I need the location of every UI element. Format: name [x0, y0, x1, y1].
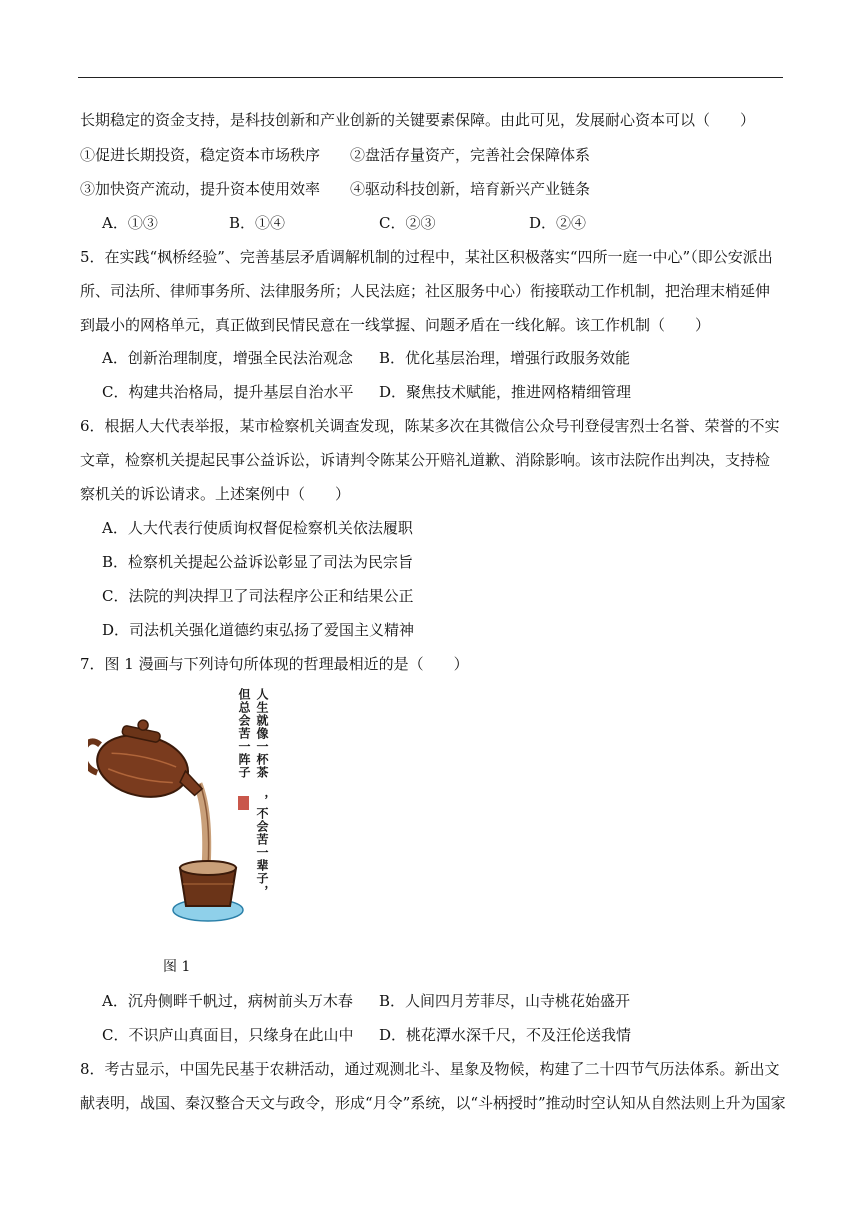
q4-stem-tail: 长期稳定的资金支持，是科技创新和产业创新的关键要素保障。由此可见，发展耐心资本可以（ ） [80, 111, 756, 129]
q5-stem-3: 到最小的网格单元，真正做到民情民意在一线掌握、问题矛盾在一线化解。该工作机制（ ） [80, 316, 711, 334]
q4-option-b[interactable]: B．①④ [229, 214, 286, 232]
q4-statement-3-4: ③加快资产流动，提升资本使用效率 ④驱动科技创新，培育新兴产业链条 [80, 180, 591, 198]
cartoon-caption-col-2: 但总会苦一阵子 [237, 688, 251, 779]
q4-statement-1-2: ①促进长期投资，稳定资本市场秩序 ②盘活存量资产，完善社会保障体系 [80, 146, 591, 164]
q4-option-c[interactable]: C．②③ [379, 214, 436, 232]
q6-stem-1: 6．根据人大代表举报，某市检察机关调查发现，陈某多次在其微信公众号刊登侵害烈士名誉、荣誉的不实 [80, 417, 780, 435]
q6-option-b[interactable]: B．检察机关提起公益诉讼彰显了司法为民宗旨 [102, 553, 414, 571]
tea-surface [180, 861, 236, 875]
q4-option-d[interactable]: D．②④ [529, 214, 587, 232]
q6-stem-2: 文章，检察机关提起民事公益诉讼，诉请判令陈某公开赔礼道歉、消除影响。该市法院作出判决，支持检 [80, 451, 771, 469]
q6-option-d[interactable]: D．司法机关强化道德约束弘扬了爱国主义精神 [102, 621, 415, 639]
header-rule [78, 77, 783, 78]
cartoon-caption-col-1: 人生就像一杯茶 [255, 688, 269, 779]
q7-stem: 7．图 1 漫画与下列诗句所体现的哲理最相近的是（ ） [80, 655, 469, 673]
q6-option-a[interactable]: A．人大代表行使质询权督促检察机关依法履职 [102, 519, 413, 537]
seal-stamp [238, 796, 249, 810]
q5-option-a[interactable]: A．创新治理制度，增强全民法治观念 [102, 349, 353, 367]
q5-option-d[interactable]: D．聚焦技术赋能，推进网格精细管理 [379, 383, 632, 401]
q7-option-d[interactable]: D．桃花潭水深千尺，不及汪伦送我情 [379, 1026, 632, 1044]
q7-option-a[interactable]: A．沉舟侧畔千帆过，病树前头万木春 [102, 992, 353, 1010]
tea-stream [198, 784, 207, 869]
q6-stem-3: 察机关的诉讼请求。上述案例中（ ） [80, 485, 351, 503]
q7-option-c[interactable]: C．不识庐山真面目，只缘身在此山中 [102, 1026, 354, 1044]
q5-option-b[interactable]: B．优化基层治理，增强行政服务效能 [379, 349, 631, 367]
q4-option-a[interactable]: A．①③ [102, 214, 158, 232]
q7-option-b[interactable]: B．人间四月芳菲尽，山寺桃花始盛开 [379, 992, 631, 1010]
q5-stem-1: 5．在实践“枫桥经验”、完善基层矛盾调解机制的过程中，某社区积极落实“四所一庭一中心”（即公安派出 [80, 248, 773, 266]
cartoon-caption-col-1b: ，不会苦一辈子， [255, 794, 269, 898]
q5-stem-2: 所、司法所、律师事务所、法律服务所；人民法庭；社区服务中心）衔接联动工作机制，把治理末梢延伸 [80, 282, 771, 300]
q8-stem-2: 献表明，战国、秦汉整合天文与政令，形成“月令”系统，以“斗柄授时”推动时空认知从自然法则上升为国家 [80, 1094, 786, 1112]
figure-caption: 图 1 [163, 959, 191, 975]
q8-stem-1: 8．考古显示，中国先民基于农耕活动，通过观测北斗、星象及物候，构建了二十四节气历法体系。新出文 [80, 1060, 780, 1078]
q5-option-c[interactable]: C．构建共治格局，提升基层自治水平 [102, 383, 354, 401]
q6-option-c[interactable]: C．法院的判决捍卫了司法程序公正和结果公正 [102, 587, 414, 605]
teapot [88, 709, 214, 808]
